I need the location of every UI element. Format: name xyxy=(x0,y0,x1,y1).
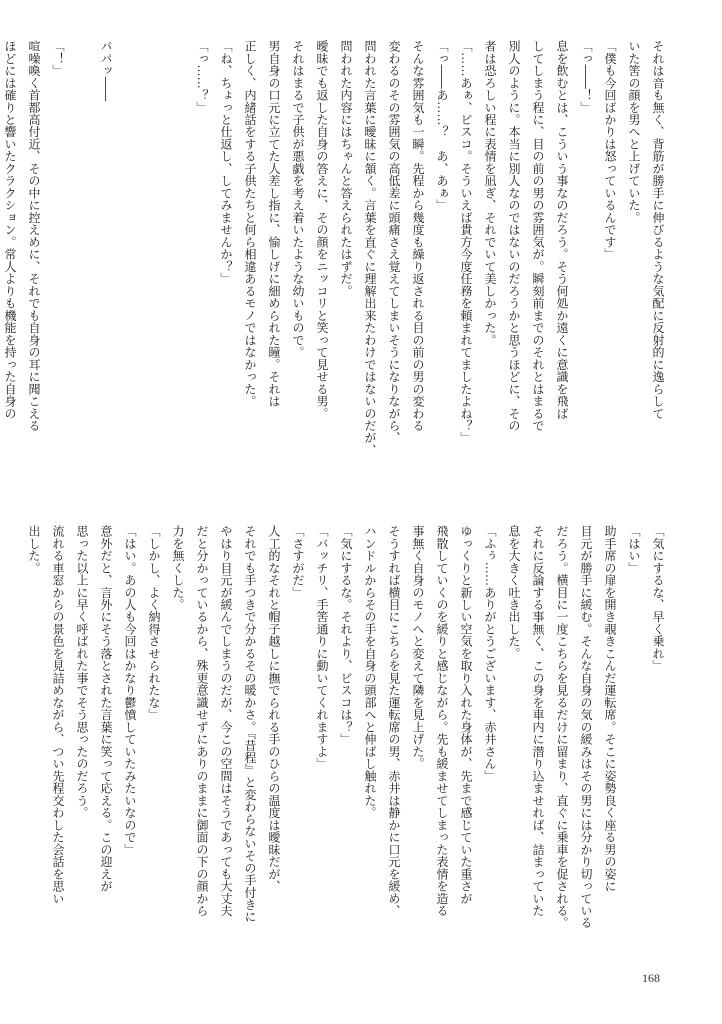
text-line: 出した。 xyxy=(27,525,41,574)
text-line: 息を飲むとは、こういう事なのだろう。そう何処か遠くに意識を飛ば xyxy=(555,40,569,420)
upper-text-block xyxy=(3,40,670,500)
text-line: 「！」 xyxy=(51,40,65,77)
text-line: 「っ――あ……？ あ、あぁ」 xyxy=(435,40,449,212)
text-line: 者は恐ろしい程に表情を凪ぎ、それでいて美しかった。 xyxy=(483,40,497,346)
text-line: 問われた言葉に曖昧に頷く。言葉を直ぐに理解出来たわけではないのだが、 xyxy=(363,40,377,457)
text-line: 力を無くした。 xyxy=(171,525,185,611)
text-line: 「気にするな、早く乗れ」 xyxy=(651,525,665,672)
text-line: 「ね、ちょっと仕返し、してみませんか？」 xyxy=(219,40,233,285)
text-line: 喧噪喚く首都高付近、その中に控えめに、それでも自身の耳に聞こえる xyxy=(27,40,41,432)
text-line: それに反論する事無く、この身を車内に潜り込ませれば、詰まっていた xyxy=(531,525,545,917)
text-line: それはまるで子供が悪戯を考え着いたような幼いもので。 xyxy=(291,40,305,359)
text-line: 流れる車窓からの景色を見詰めながら、つい先程交わした会話を思い xyxy=(51,525,65,905)
text-line: 問われた内容にはちゃんと答えられたはずだ。 xyxy=(339,40,353,298)
text-line: 「ふぅ……ありがとうございます、赤井さん」 xyxy=(483,525,497,783)
lower-text-block xyxy=(27,525,670,975)
text-line: 「僕も今回ばかりは怒っているんです」 xyxy=(603,40,617,261)
text-line xyxy=(70,40,94,500)
text-line: いた筈の顔を男へと上げていた。 xyxy=(627,40,641,224)
text-line: 変わるのその雰囲気の高低差に頭痛さえ覚えてしまいそうになりながら、 xyxy=(387,40,401,444)
text-line: ゆっくりと新しい空気を取り入れた身体が、先まで感じていた重さが xyxy=(459,525,473,905)
text-line: 男自身の口元に立てた人差し指に、愉しげに細められた瞳。それは xyxy=(267,40,281,408)
text-line: してしまう程に、目の前の男の雰囲気が。瞬刻前までのそれとはまるで xyxy=(531,40,545,432)
text-line: ハンドルからその手を自身の頭部へと伸ばし触れた。 xyxy=(363,525,377,819)
text-line: 飛散していくのを緩りと感じながら。先も緩ませてしまった表情を造る xyxy=(435,525,449,917)
text-line: だと分かっているから、殊更意識せずにありのままに御面の下の顔から xyxy=(195,525,209,917)
text-line: 事無く自身のモノへと変えて隣を見上げた。 xyxy=(411,525,425,770)
text-line: それは音も無く、背筋が勝手に伸びるような気配に反射的に逸らして xyxy=(651,40,665,420)
page-number: 168 xyxy=(642,971,660,985)
text-line xyxy=(142,40,166,500)
text-line: そうすれば横目にこちらを見た運転席の男、赤井は静かに口元を緩め、 xyxy=(387,525,401,917)
text-line xyxy=(166,40,190,500)
text-line: 「気にするな。それより、ビスコは？」 xyxy=(339,525,353,746)
text-line: 意外だと、言外にそう落とされた言葉に笑って応える。この迎えが xyxy=(99,525,113,893)
text-line: ほどには確りと響いたクラクション。常人よりも機能を持った自身の xyxy=(3,40,17,420)
text-line: 「バッチリ、手筈通りに動いてくれますよ」 xyxy=(315,525,329,770)
text-line: 思った以上に早く呼ばれた事でそう思ったのだろう。 xyxy=(75,525,89,819)
text-line: 曖昧でも返した自身の答えに、その顔をニッコリと笑って見せる男。 xyxy=(315,40,329,420)
text-line: そんな雰囲気も一瞬。先程から幾度も繰り返される目の前の男の変わる xyxy=(411,40,425,432)
text-line: 「っ――！」 xyxy=(579,40,593,114)
text-line: 「はい。あの人も今回はかなり鬱憤していたみたいなので」 xyxy=(123,525,137,856)
text-line: 「っ……？」 xyxy=(195,40,209,114)
text-line: 別人のように。本当に別人なのではないのだろうかと思うほどに、その xyxy=(507,40,521,432)
text-line: 「……あぁ、ビスコ。そういえば貴方今度任務を頼まれてましたよね？」 xyxy=(459,40,473,444)
text-line: 「さすがだ」 xyxy=(291,525,305,599)
text-line: 「しかし、よく納得させられたな」 xyxy=(147,525,161,721)
text-line: それでも手つきで分かるその暖かさ。『昔程』と変わらないその手付きに xyxy=(243,525,257,923)
text-line: パパッ―― xyxy=(99,40,113,102)
text-line: 息を大きく吐き出した。 xyxy=(507,525,521,660)
text-line: 正しく、内緒話をする子供たちと何ら相違あるモノではなかった。 xyxy=(243,40,257,408)
text-line: だろう。横目に一度こちらを見るだけに留まり、直ぐに乗車を促される。 xyxy=(555,525,569,929)
text-line: 助手席の扉を開き覗きこんだ運転席。そこに姿勢良く座る男の姿に xyxy=(603,525,617,893)
text-line: やはり目元が緩んでしまうのだが、今この空間はそうであっても大丈夫 xyxy=(219,525,233,917)
text-line: 「はい」 xyxy=(627,525,641,574)
text-line: 目元が勝手に緩む。そんな自身の気の緩みはその男には分かり切っている xyxy=(579,525,593,929)
text-line xyxy=(118,40,142,500)
text-line: 人工的なそれと帽子越しに撫でられる手のひらの温度は曖昧だが、 xyxy=(267,525,281,893)
